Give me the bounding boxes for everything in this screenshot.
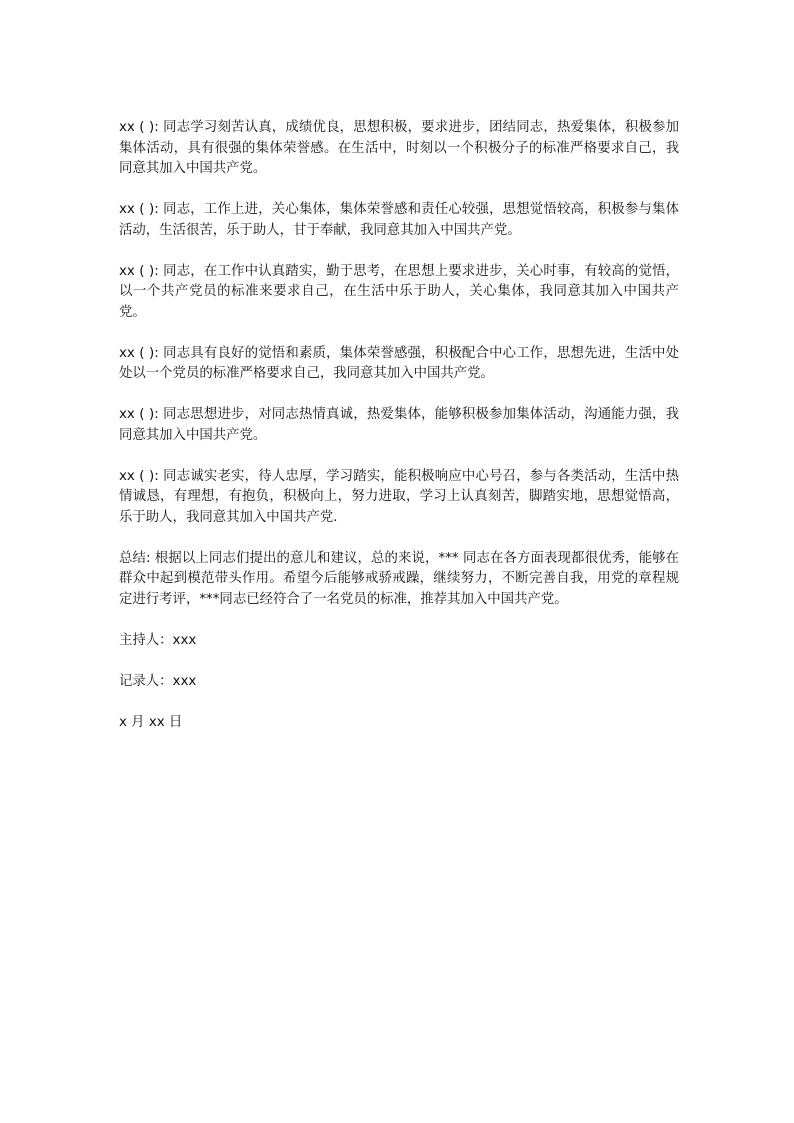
paragraph-2: xx ( ): 同志，工作上进，关心集体，集体荣誉感和责任心较强，思想觉悟较高，积极参与集体活动，生活很苦，乐于助人，甘于奉献，我同意其加入中国共产党。 (119, 202, 679, 238)
document-body (119, 118, 679, 754)
date-line: x 月 xx 日 (119, 714, 183, 730)
paragraph-1: xx ( ): 同志学习刻苦认真，成绩优良，思想积极，要求进步，团结同志，热爱集体，积极参加集体活动，具有很强的集体荣誉感。在生活中，时刻以一个积极分子的标准严格要求自己，我同意其加入中国共产党。 (119, 120, 679, 176)
summary-paragraph: 总结: 根据以上同志们提出的意儿和建议，总的来说，*** 同志在各方面表现都很优秀，能够在群众中起到模范带头作用。希望今后能够戒骄戒躁，继续努力，不断完善自我，用党的章程规定进行考评，***同志已经符合了一名党员的标准，推荐其加入中国共产党。 (119, 550, 679, 607)
host-line: 主持人：xxx (119, 632, 197, 648)
paragraph-5: xx ( ): 同志思想进步，对同志热情真诚，热爱集体，能够积极参加集体活动，沟通能力强，我同意其加入中国共产党。 (119, 407, 679, 443)
paragraph-4: xx ( ): 同志具有良好的觉悟和素质，集体荣誉感强，积极配合中心工作，思想先进，生活中处处以一个党员的标准严格要求自己，我同意其加入中国共产党。 (119, 345, 679, 381)
recorder-line: 记录人：xxx (119, 673, 197, 689)
paragraph-6: xx ( ): 同志诚实老实，待人忠厚，学习踏实，能积极响应中心号召，参与各类活动，生活中热情诚恳，有理想，有抱负，积极向上，努力进取，学习上认真刻苦，脚踏实地，思想觉悟高，乐于助人，我同意其加入中国共产党. (119, 468, 679, 525)
paragraph-3: xx ( ): 同志，在工作中认真踏实，勤于思考，在思想上要求进步，关心时事，有较高的觉悟，以一个共产党员的标准来要求自己，在生活中乐于助人，关心集体，我同意其加入中国共产党。 (119, 263, 679, 320)
